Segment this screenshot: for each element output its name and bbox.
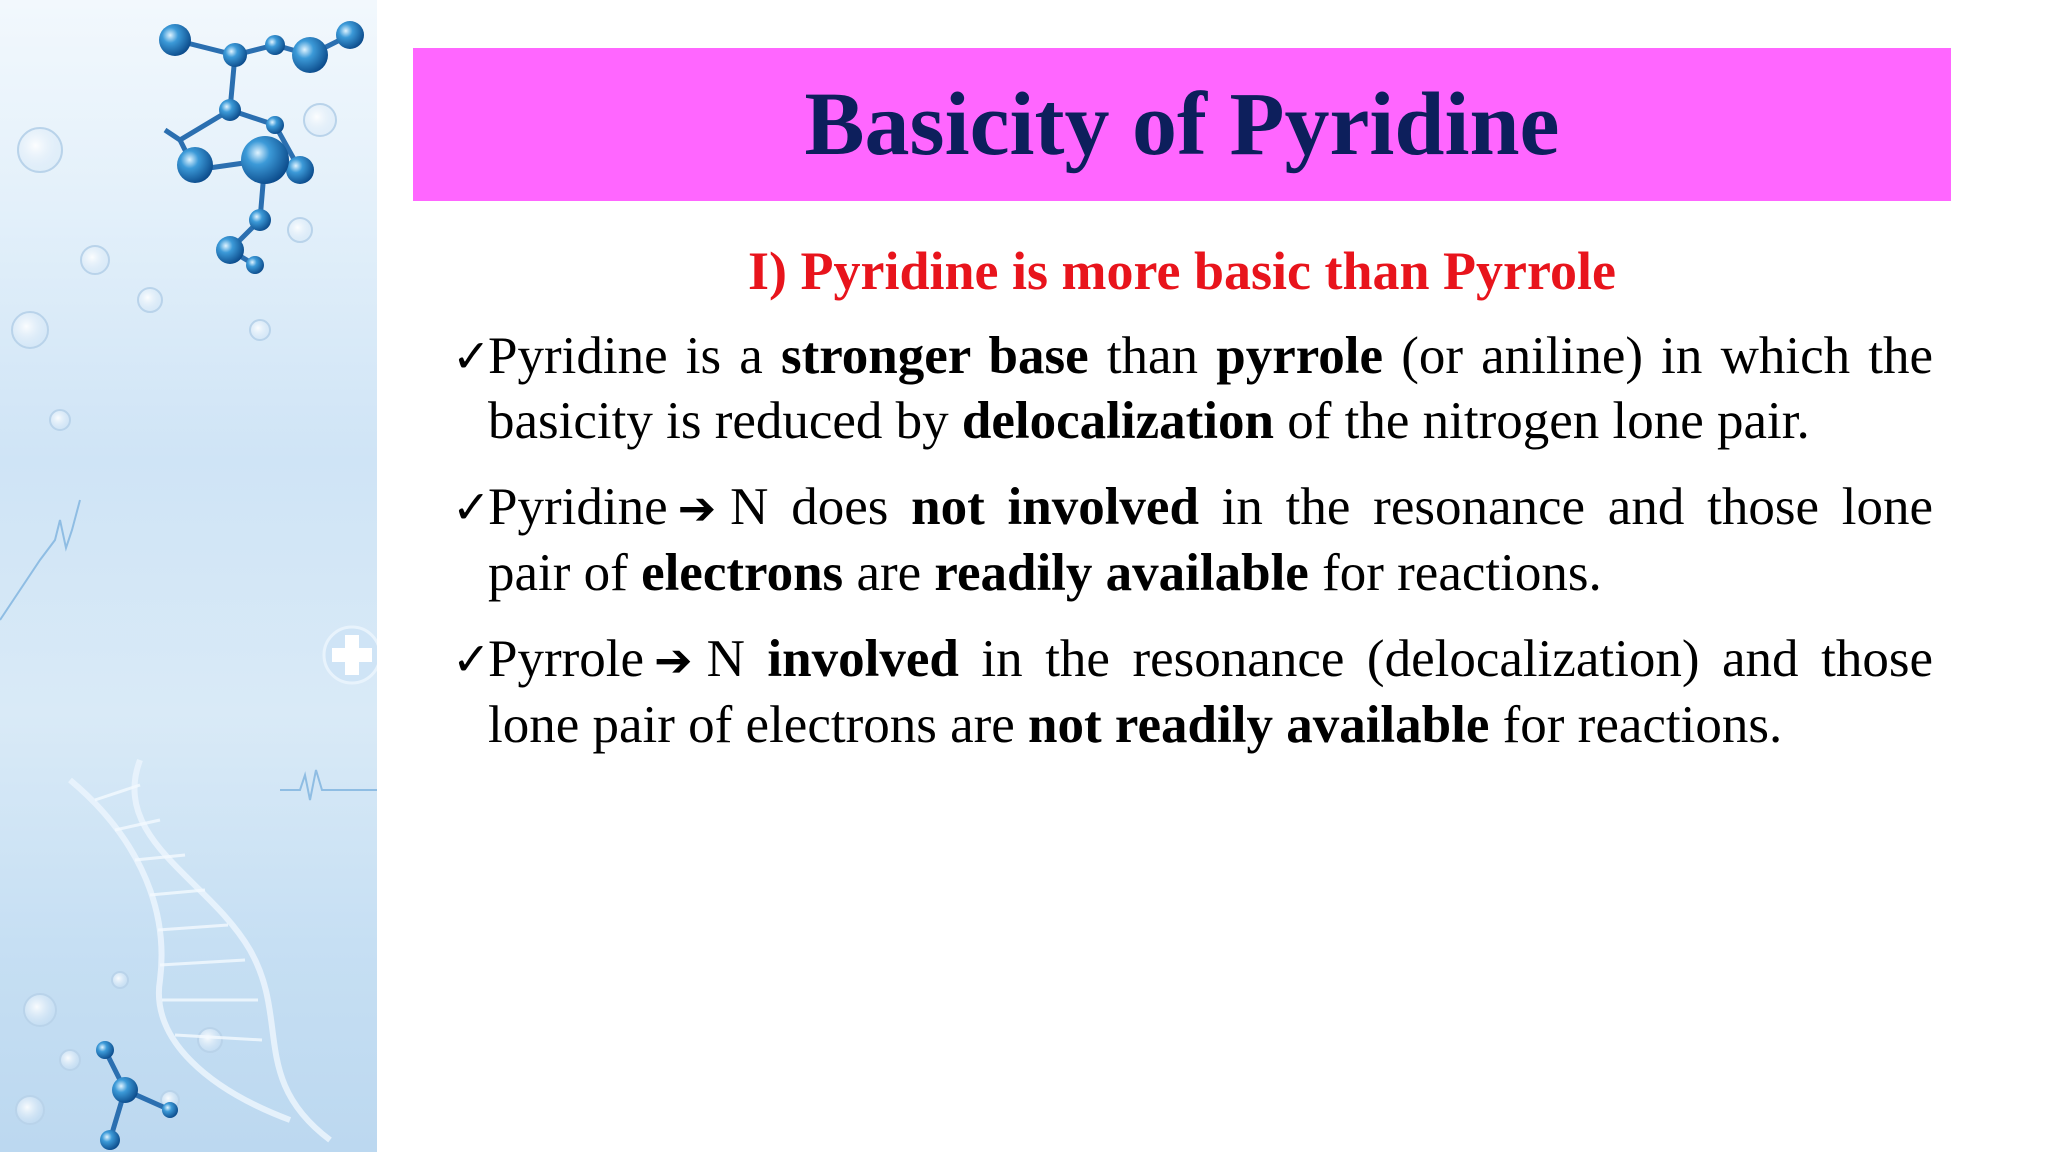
emphasis: electrons [641,544,844,602]
emphasis: pyrrole [1216,327,1384,385]
emphasis: involved [767,630,959,688]
emphasis: not involved [911,478,1199,536]
right-arrow-icon: ➔ [654,633,693,687]
check-icon: ✓ [452,329,491,383]
decorative-molecule-panel [0,0,377,1152]
check-icon: ✓ [452,480,491,534]
title-bar [413,48,1951,201]
check-icon: ✓ [452,632,491,686]
medical-cross-icon [324,627,377,683]
bullet-item: ✓ Pyridine is a stronger base than pyrrole (or aniline) in which the basicity is reduced by delocalization of the nitrogen lone pair. [452,324,1933,454]
slide-subtitle: I) Pyridine is more basic than Pyrrole [748,241,1616,301]
bullet-item: ✓ Pyrrole ➔ N involved in the resonance (delocalization) and those lone pair of electrons are not readily available for reactions. [452,627,1933,758]
bullet-item: ✓ Pyridine ➔ N does not involved in the resonance and those lone pair of electrons are readily available for reactions. [452,475,1933,606]
emphasis: stronger base [780,327,1089,385]
right-arrow-icon: ➔ [677,481,717,535]
bullet-list [452,324,1933,779]
emphasis: readily available [934,544,1309,602]
slide-title: Basicity of Pyridine [804,75,1560,174]
molecule-dna-illustration [0,0,377,1152]
emphasis: not readily available [1028,696,1490,754]
emphasis: delocalization [961,392,1274,450]
